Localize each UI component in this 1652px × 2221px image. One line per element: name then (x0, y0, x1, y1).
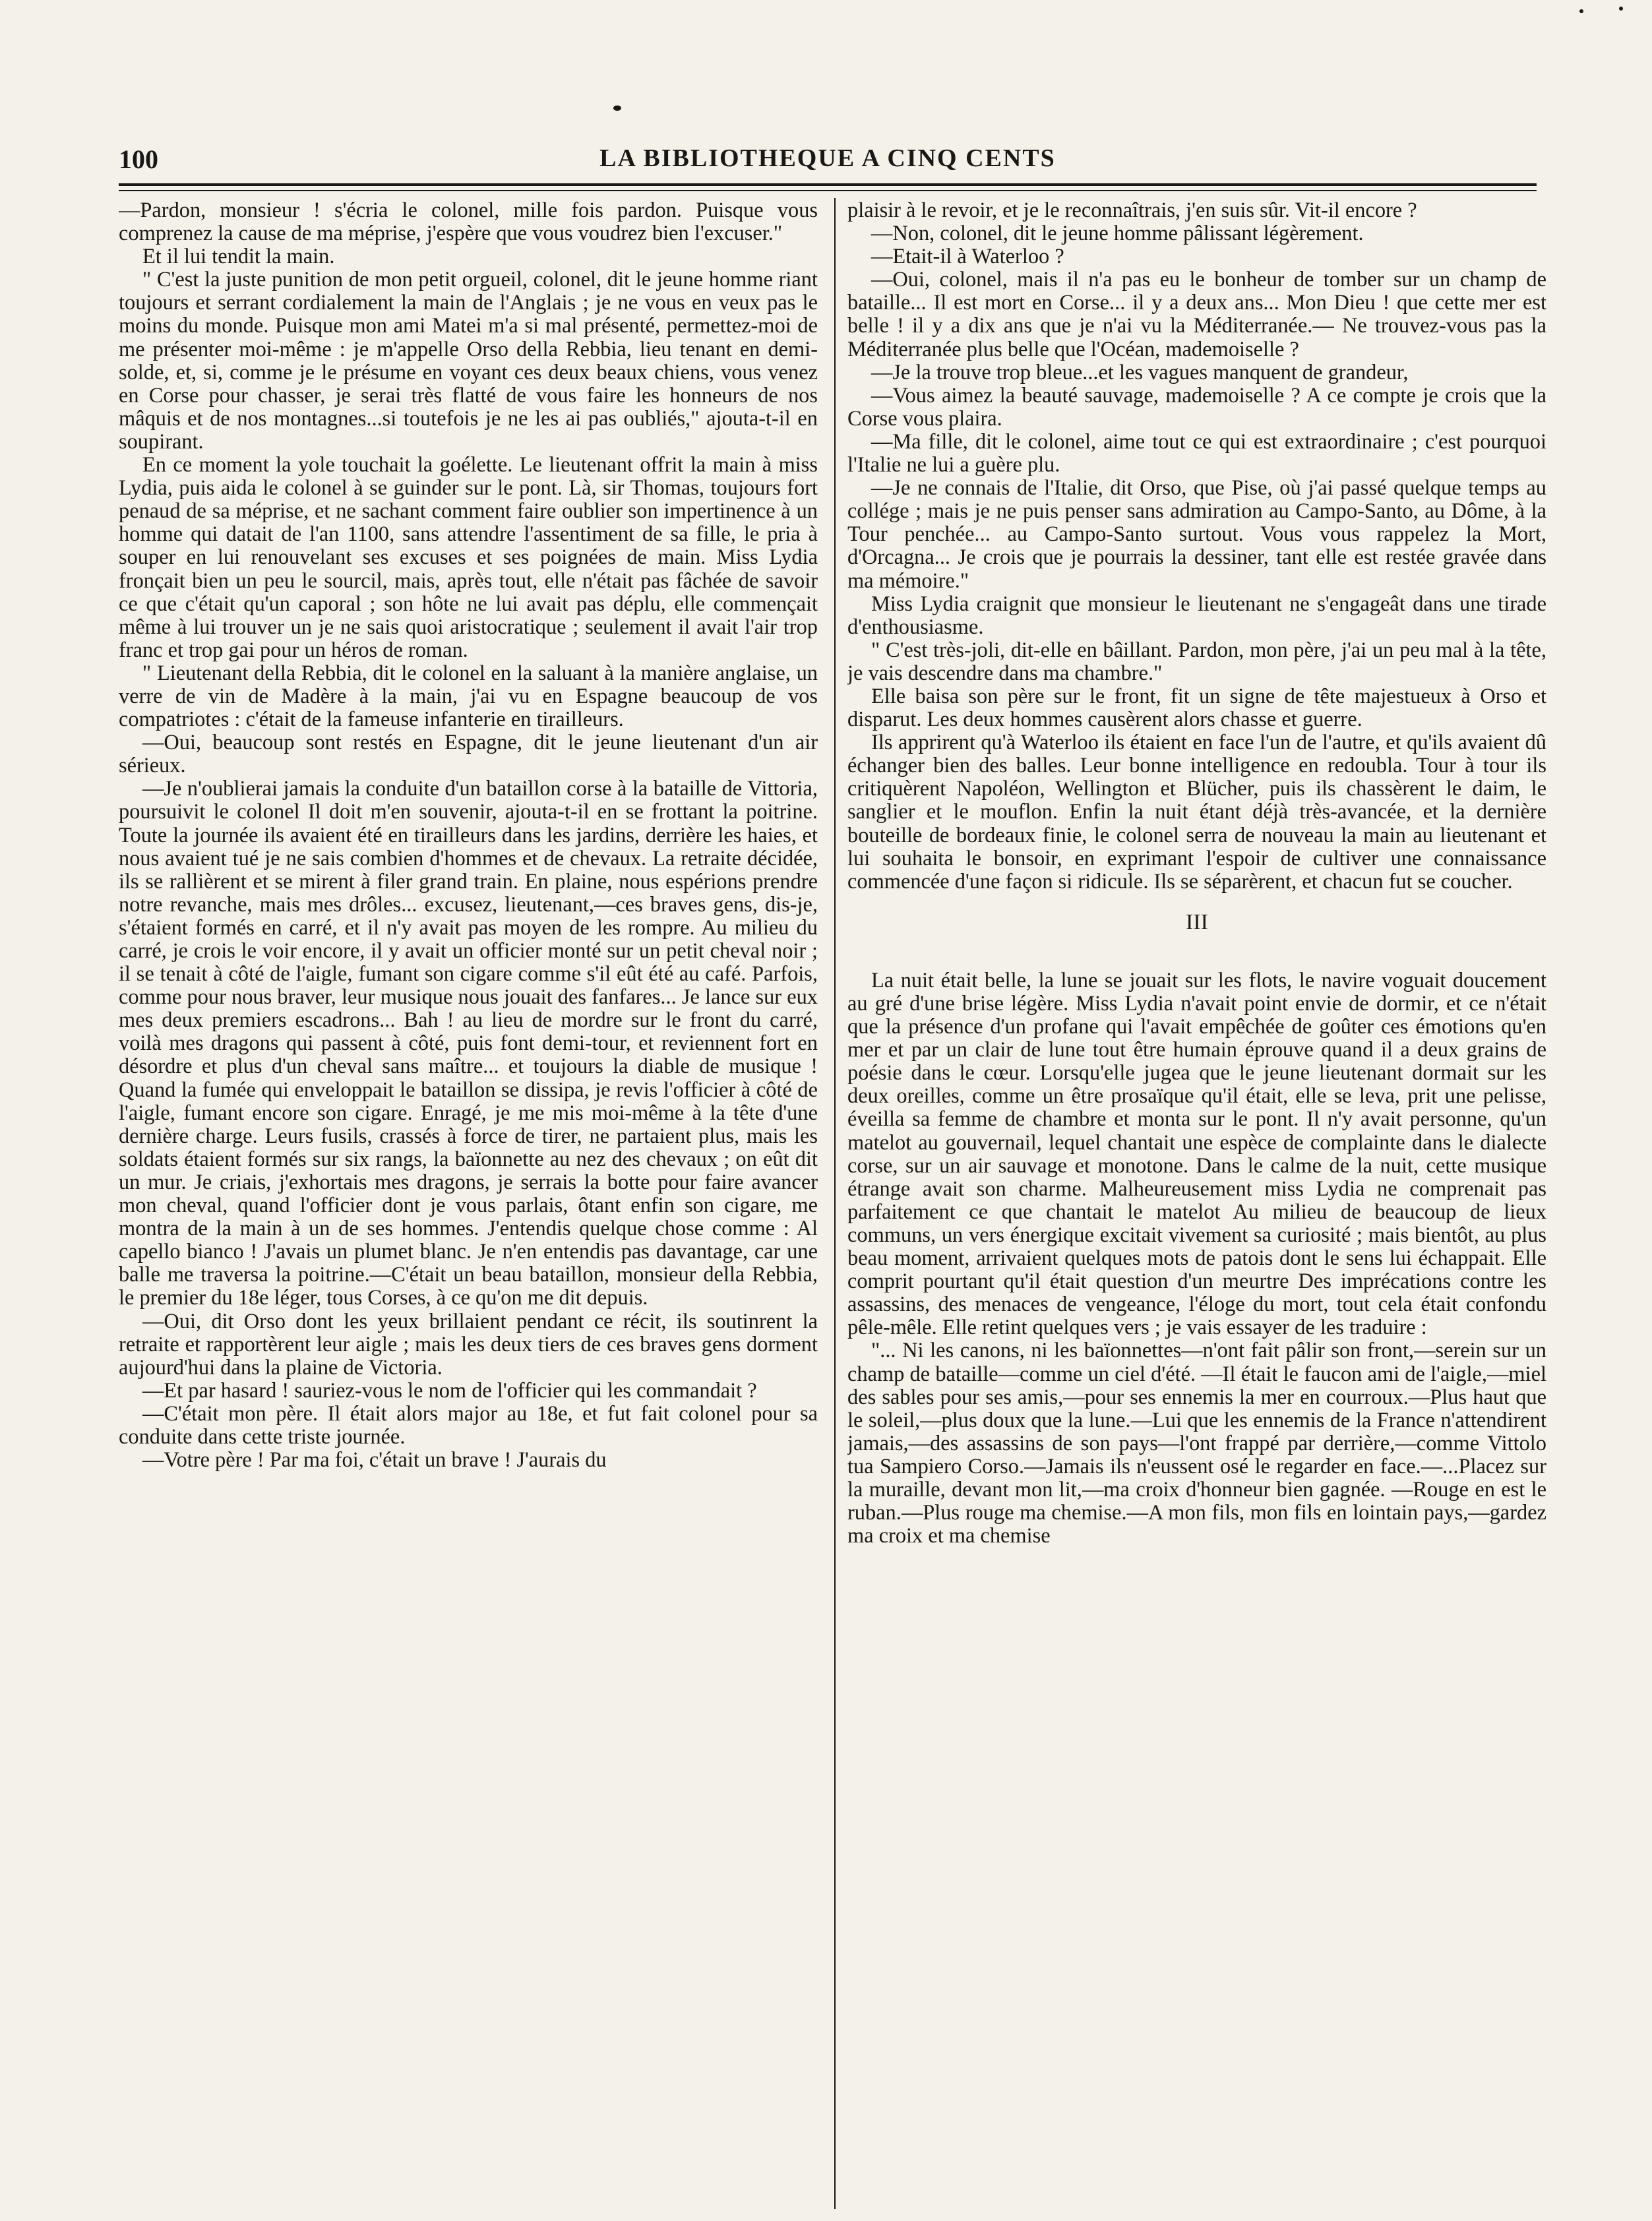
column-divider (834, 198, 836, 2209)
header-rule-thick (119, 183, 1537, 186)
section-heading: III (1186, 909, 1208, 934)
paragraph: —Non, colonel, dit le jeune homme pâlissant légèrement. (871, 222, 1364, 246)
paragraph: —Oui, beaucoup sont restés en Espagne, dit le jeune lieutenant d'un air sérieux. (119, 731, 818, 778)
paragraph: —Je la trouve trop bleue...et les vagues manquent de grandeur, (871, 360, 1409, 384)
ink-speck (1619, 7, 1623, 11)
paragraph: —Oui, dit Orso dont les yeux brillaient pendant ce récit, ils soutinrent la retraite et rapportèrent leur aigle ; mais les deux tiers de ces braves gens dorment aujourd'hui dans la plaine de Victoria. (119, 1309, 818, 1380)
paragraph: —Ma fille, dit le colonel, aime tout ce qui est extraordinaire ; c'est pourquoi l'Italie ne lui a guère plu. (847, 429, 1546, 477)
paragraph: " C'est très-joli, dit-elle en bâillant. Pardon, mon père, j'ai un peu mal à la tête, je vais descendre dans ma chambre." (847, 638, 1546, 685)
paragraph: —Je ne connais de l'Italie, dit Orso, que Pise, où j'ai passé quelque temps au collége ; mais je ne puis penser sans admiration au Campo-Santo, au Dôme, à la Tour penchée... au Campo-Santo surtout. Vous vous rappelez la Mort, d'Orcagna... Je crois que je pourrais la dessiner, tant elle est restée gravée dans ma mémoire." (847, 476, 1546, 593)
ink-speck (1579, 9, 1583, 13)
paragraph: —Pardon, monsieur ! s'écria le colonel, mille fois pardon. Puisque vous comprenez la cause de ma méprise, j'espère que vous voudrez bien l'excuser." (119, 199, 818, 246)
header-rule-thin (119, 190, 1537, 191)
paragraph: —Votre père ! Par ma foi, c'était un brave ! J'aurais du (142, 1448, 607, 1473)
paragraph: Ils apprirent qu'à Waterloo ils étaient en face l'un de l'autre, et qu'ils avaient dû échanger bien des balles. Leur bonne intelligence en redoubla. Tour à tour ils critiquèrent Napoléon, Wellington et Blücher, puis ils chassèrent le daim, le sanglier et le mouflon. Enfin la nuit étant déjà très-avancée, et la dernière bouteille de bordeaux finie, le colonel serra de nouveau la main au lieutenant et lui souhaita le bonsoir, en exprimant l'espoir de cultiver une connaissance commencée d'une façon si ridicule. Ils se séparèrent, et chacun fut se coucher. (847, 731, 1546, 894)
paragraph: " C'est la juste punition de mon petit orgueil, colonel, dit le jeune homme riant toujours et serrant cordialement la main de l'Anglais ; je ne vous en veux pas le moins du monde. Puisque mon ami Matei m'a si mal présenté, permettez-moi de me présenter moi-même : je m'appelle Orso della Rebbia, lieu tenant en demi-solde, et, si, comme je le présume en voyant ces deux beaux chiens, vous venez en Corse pour chasser, je serai très flatté de vous faire les honneurs de nos mâquis et de nos montagnes...si toutefois je ne les ai pas oubliés," ajouta-t-il en soupirant. (119, 268, 818, 454)
paragraph: " Lieutenant della Rebbia, dit le colonel en la saluant à la manière anglaise, un verre de vin de Madère à la main, j'ai vu en Espagne beaucoup de vos compatriotes : c'était de la fameuse infanterie en tirailleurs. (119, 661, 818, 732)
ink-speck (613, 106, 621, 111)
page-number: 100 (119, 144, 158, 174)
right-column (847, 199, 1546, 2204)
paragraph: La nuit était belle, la lune se jouait sur les flots, le navire voguait doucement au gré d'une brise légère. Miss Lydia n'avait point envie de dormir, et ce n'était que la présence d'un profane qui l'avait empêchée de goûter ces émotions qu'en mer et par un clair de lune tout être humain éprouve quand il a deux grains de poésie dans le cœur. Lorsqu'elle jugea que le jeune lieutenant dormait sur les deux oreilles, comme un être prosaïque qu'il était, elle se leva, prit une pelisse, éveilla sa femme de chambre et monta sur le pont. Il n'y avait personne, qu'un matelot au gouvernail, lequel chantait une espèce de complainte dans le dialecte corse, sur un air sauvage et monotone. Dans le calme de la nuit, cette musique étrange avait son charme. Malheureusement miss Lydia ne comprenait pas parfaitement ce que chantait le matelot Au milieu de beaucoup de lieux communs, un vers énergique excitait vivement sa curiosité ; mais bientôt, au plus beau moment, arrivaient quelques mots de patois dont le sens lui échappait. Elle comprit pourtant qu'il était question d'un meurtre Des imprécations contre les assassins, des menaces de vengeance, l'éloge du mort, tout cela était confondu pêle-mêle. Elle retint quelques vers ; je vais essayer de les traduire : (847, 968, 1546, 1340)
running-title: LA BIBLIOTHEQUE A CINQ CENTS (599, 144, 1056, 172)
paragraph-continuation: plaisir à le revoir, et je le reconnaîtrais, j'en suis sûr. Vit-il encore ? (847, 199, 1417, 222)
paragraph: —Etait-il à Waterloo ? (871, 245, 1064, 269)
running-header (119, 144, 1537, 183)
paragraph: Et il lui tendit la main. (142, 245, 335, 269)
paragraph: Miss Lydia craignit que monsieur le lieutenant ne s'engageât dans une tirade d'enthousiasme. (847, 592, 1546, 639)
paragraph: —Et par hasard ! sauriez-vous le nom de l'officier qui les commandait ? (142, 1378, 757, 1403)
paragraph: En ce moment la yole touchait la goélette. Le lieutenant offrit la main à miss Lydia, puis aida le colonel à se guinder sur le pont. Là, sir Thomas, toujours fort penaud de sa méprise, et ne sachant comment faire oublier son impertinence à un homme qui datait de l'an 1100, sans attendre l'assentiment de sa fille, le pria à souper en lui renouvelant ses excuses et ses poignées de main. Miss Lydia fronçait bien un peu le sourcil, mais, après tout, elle n'était pas fâchée de savoir ce que c'était qu'un caporal ; son hôte ne lui avait pas déplu, elle commençait même à lui trouver un je ne sais quoi aristocratique ; seulement il avait l'air trop franc et trop gai pour un héros de roman. (119, 453, 818, 662)
paragraph: —Je n'oublierai jamais la conduite d'un bataillon corse à la bataille de Vittoria, poursuivit le colonel Il doit m'en souvenir, ajouta-t-il en se frottant la poitrine. Toute la journée ils avaient été en tirailleurs dans les jardins, derrière les haies, et nous avaient tué je ne sais combien d'hommes et de chevaux. La retraite décidée, ils se rallièrent et se mirent à filer grand train. En plaine, nous espérions prendre notre revanche, mais mes drôles... excusez, lieutenant,—ces braves gens, dis-je, s'étaient formés en carré, et il n'y avait pas moyen de les rompre. Au milieu du carré, je crois le voir encore, il y avait un officier monté sur un petit cheval noir ; il se tenait à côté de l'aigle, fumant son cigare comme s'il eût été au café. Parfois, comme pour nous braver, leur musique nous jouait des fanfares... Je lance sur eux mes deux premiers escadrons... Bah ! au lieu de mordre sur le front du carré, voilà mes dragons qui passent à côté, puis font demi-tour, et reviennent fort en désordre et plus d'un cheval sans maître... et toujours la diable de musique ! Quand la fumée qui enveloppait le bataillon se dissipa, je revis l'officier à côté de l'aigle, fumant encore son cigare. Enragé, je me mis moi-même à la tête d'une dernière charge. Leurs fusils, crassés à force de tirer, ne partaient plus, mais les soldats étaient formés sur six rangs, la baïonnette au nez des chevaux ; on eût dit un mur. Je criais, j'exhortais mes dragons, je serrais la botte pour faire avancer mon cheval, quand l'officier dont je vous parlais, ôtant enfin son cigare, me montra de la main à un de ses hommes. J'entendis quelque chose comme : Al capello bianco ! J'avais un plumet blanc. Je n'en entendis pas davantage, car une balle me traversa la poitrine.—C'était un beau bataillon, monsieur della Rebbia, le premier du 18e léger, tous Corses, à ce qu'on me dit depuis. (119, 777, 818, 1310)
left-column (119, 199, 818, 2204)
paragraph: —Oui, colonel, mais il n'a pas eu le bonheur de tomber sur un champ de bataille... Il est mort en Corse... il y a deux ans... Mon Dieu ! que cette mer est belle ! il y a dix ans que je n'ai vu la Méditerranée.— Ne trouvez-vous pas la Méditerranée plus belle que l'Océan, mademoiselle ? (847, 268, 1546, 361)
paragraph: Elle baisa son père sur le front, fit un signe de tête majestueux à Orso et disparut. Les deux hommes causèrent alors chasse et guerre. (847, 684, 1546, 732)
poem-paragraph: "... Ni les canons, ni les baïonnettes—n'ont fait pâlir son front,—serein sur un champ de bataille—comme un ciel d'été. —Il était le faucon ami de l'aigle,—miel des sables pour ses amis,—pour ses ennemis la mer en courroux.—Plus haut que le soleil,—plus doux que la lune.—Lui que les ennemis de la France n'attendirent jamais,—des assassins de son pays—l'ont frappé par derrière,—comme Vittolo tua Sampiero Corso.—Jamais ils n'eussent osé le regarder en face.—...Placez sur la muraille, devant mon lit,—ma croix d'honneur bien gagnée. —Rouge en est le ruban.—Plus rouge ma chemise.—A mon fils, mon fils en lointain pays,—gardez ma croix et ma chemise (847, 1339, 1546, 1548)
paragraph: —Vous aimez la beauté sauvage, mademoiselle ? A ce compte je crois que la Corse vous plaira. (847, 383, 1546, 431)
paragraph: —C'était mon père. Il était alors major au 18e, et fut fait colonel pour sa conduite dans cette triste journée. (119, 1401, 818, 1449)
